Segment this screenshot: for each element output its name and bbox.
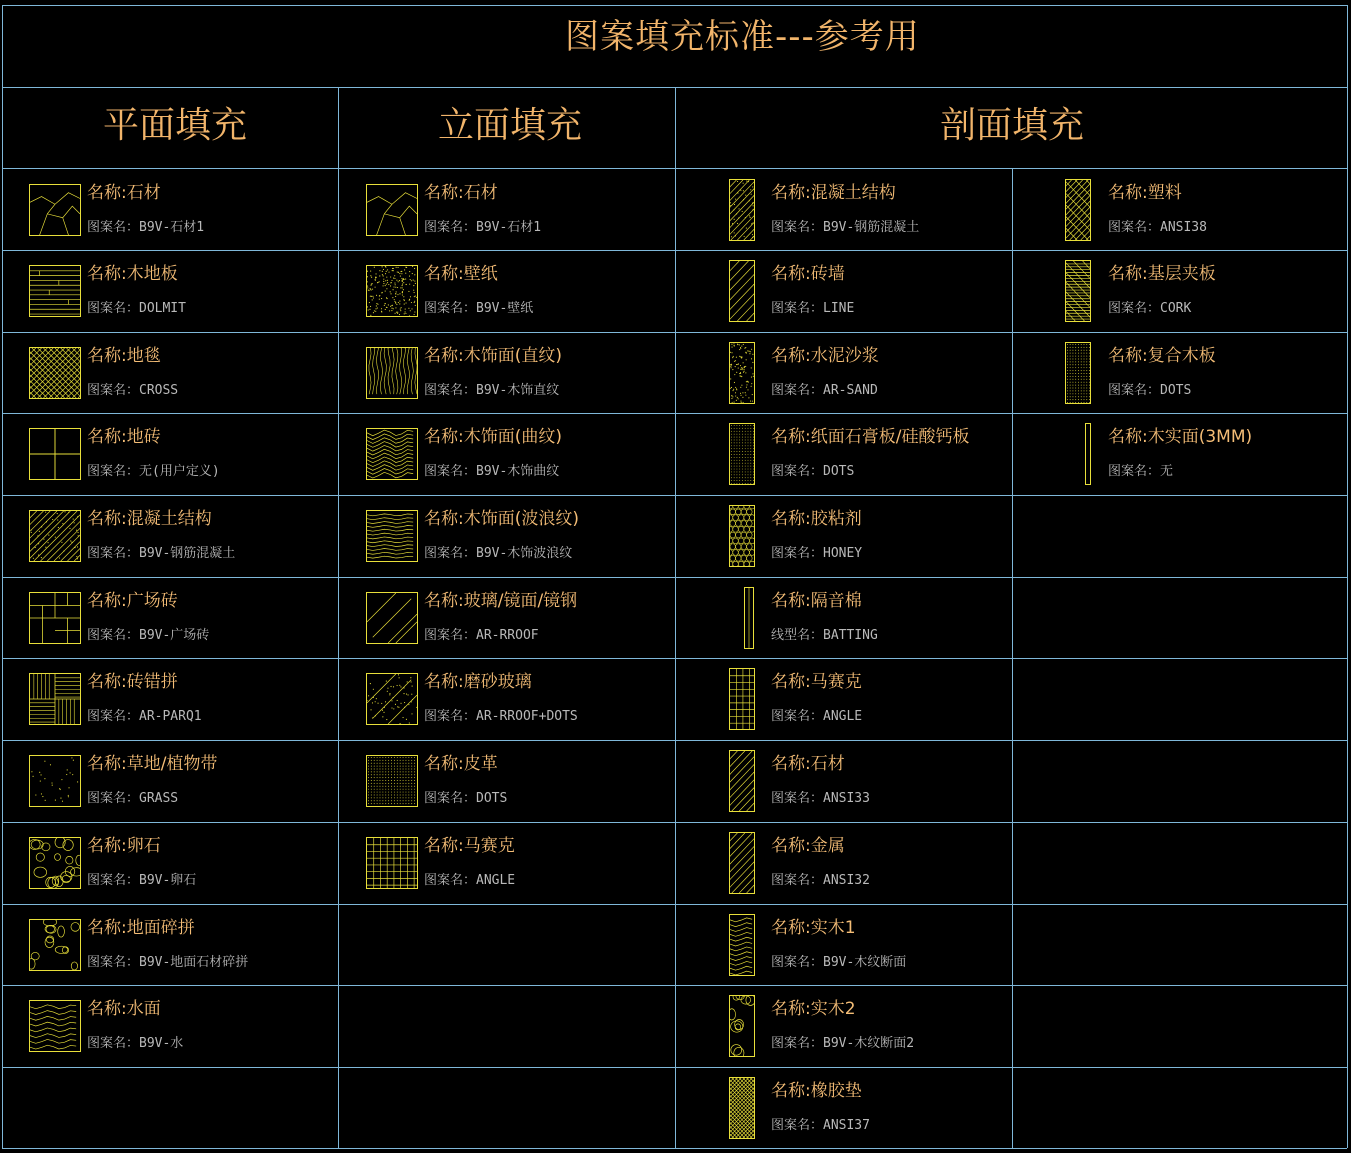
pebble-pattern-icon [29,837,81,889]
elevation-material-name: 名称:玻璃/镜面/镜钢 [424,591,578,611]
plan-material-name: 名称:草地/植物带 [87,754,218,774]
section-b-material-name: 名称:塑料 [1108,183,1182,203]
wood-section2-pattern-icon [729,995,755,1057]
section-b-material-name: 名称:基层夹板 [1108,264,1216,284]
wood-straight-grain-pattern-icon [366,347,418,399]
section-a-pattern-name: 图案名：ANSI33 [771,791,870,806]
section-b-material-name: 名称:复合木板 [1108,346,1216,366]
section-a-pattern-name: 线型名：BATTING [771,628,878,643]
wood-floor-pattern-icon [29,265,81,317]
floor-tile-pattern-icon [29,428,81,480]
wood-curved-grain-pattern-icon [366,428,418,480]
section-a-material-name: 名称:马赛克 [771,672,862,692]
elevation-pattern-name: 图案名：B9V-木饰波浪纹 [424,546,573,561]
plan-pattern-name: 图案名：无(用户定义) [87,464,220,479]
elevation-material-name: 名称:磨砂玻璃 [424,672,532,692]
section-a-material-name: 名称:砖墙 [771,264,845,284]
sheet-title: 图案填充标准---参考用 [565,17,920,57]
elevation-pattern-name: 图案名：B9V-石材1 [424,220,542,235]
elevation-pattern-name: 图案名：AR-RROOF [424,628,539,643]
header-elevation: 立面填充 [438,105,583,146]
plan-pattern-name: 图案名：B9V-水 [87,1036,184,1051]
plan-pattern-name: 图案名：GRASS [87,791,179,806]
elevation-material-name: 名称:木饰面(波浪纹) [424,509,579,529]
wood-section-pattern-icon [729,914,755,976]
section-b-pattern-name: 图案名：ANSI38 [1108,220,1207,235]
section-a-pattern-name: 图案名：B9V-木纹断面2 [771,1036,915,1051]
elevation-material-name: 名称:马赛克 [424,836,515,856]
elevation-material-name: 名称:石材 [424,183,498,203]
wallpaper-pattern-icon [366,265,418,317]
elevation-material-name: 名称:壁纸 [424,264,498,284]
parquet-pattern-icon [29,673,81,725]
grid-line-v [338,87,339,1148]
plaza-brick-pattern-icon [29,592,81,644]
section-a-material-name: 名称:胶粘剂 [771,509,862,529]
section-a-material-name: 名称:实木2 [771,999,856,1019]
water-pattern-icon [29,1000,81,1052]
plan-pattern-name: 图案名：DOLMIT [87,301,186,316]
section-a-pattern-name: 图案名：ANSI37 [771,1118,870,1133]
grid-line-h [2,1148,1347,1149]
section-a-pattern-name: 图案名：HONEY [771,546,863,561]
stone-pattern-icon [366,184,418,236]
section-a-pattern-name: 图案名：B9V-木纹断面 [771,955,907,970]
leather-dots-pattern-icon [366,755,418,807]
plan-material-name: 名称:地毯 [87,346,161,366]
grid-line-h [2,5,1347,6]
grid-line-v [1012,168,1013,1148]
crazy-paving-pattern-icon [29,919,81,971]
plan-material-name: 名称:水面 [87,999,161,1019]
section-a-pattern-name: 图案名：DOTS [771,464,855,479]
header-section: 剖面填充 [940,105,1085,146]
plan-material-name: 名称:砖错拼 [87,672,178,692]
elevation-pattern-name: 图案名：B9V-木饰直纹 [424,383,560,398]
section-a-material-name: 名称:纸面石膏板/硅酸钙板 [771,427,970,447]
brick-line-pattern-icon [729,260,755,322]
cork-pattern-icon [1065,260,1091,322]
section-a-material-name: 名称:橡胶垫 [771,1081,862,1101]
elevation-material-name: 名称:皮革 [424,754,498,774]
elevation-pattern-name: 图案名：B9V-木饰曲纹 [424,464,560,479]
plan-material-name: 名称:石材 [87,183,161,203]
wood-wave-grain-pattern-icon [366,510,418,562]
section-a-material-name: 名称:实木1 [771,918,856,938]
section-b-pattern-name: 图案名：DOTS [1108,383,1192,398]
grid-line-v [1347,5,1348,1148]
composite-board-pattern-icon [1065,342,1091,404]
elevation-pattern-name: 图案名：AR-RROOF+DOTS [424,709,578,724]
glass-pattern-icon [366,592,418,644]
section-a-material-name: 名称:混凝土结构 [771,183,896,203]
section-a-pattern-name: 图案名：AR-SAND [771,383,878,398]
honeycomb-pattern-icon [729,505,755,567]
ansi37-pattern-icon [729,1077,755,1139]
plan-pattern-name: 图案名：B9V-石材1 [87,220,205,235]
plan-pattern-name: 图案名：B9V-广场砖 [87,628,210,643]
elevation-pattern-name: 图案名：B9V-壁纸 [424,301,534,316]
plan-material-name: 名称:木地板 [87,264,178,284]
section-b-pattern-name: 图案名：CORK [1108,301,1192,316]
plan-pattern-name: 图案名：B9V-卵石 [87,873,197,888]
solid-wood-strip-pattern-icon [1085,423,1091,485]
plan-material-name: 名称:混凝土结构 [87,509,212,529]
elevation-pattern-name: 图案名：DOTS [424,791,508,806]
concrete-pattern-icon [29,510,81,562]
section-b-material-name: 名称:木实面(3MM) [1108,427,1253,447]
grid-line-v [675,87,676,1148]
gypsum-dots-pattern-icon [729,423,755,485]
section-b-pattern-name: 图案名：无 [1108,464,1174,479]
elevation-material-name: 名称:木饰面(直纹) [424,346,562,366]
mosaic-grid-pattern-icon [729,668,755,730]
section-a-pattern-name: 图案名：ANSI32 [771,873,870,888]
ansi38-pattern-icon [1065,179,1091,241]
plan-pattern-name: 图案名：B9V-钢筋混凝土 [87,546,236,561]
stone-pattern-icon [29,184,81,236]
section-a-pattern-name: 图案名：ANGLE [771,709,863,724]
plan-material-name: 名称:地砖 [87,427,161,447]
header-plan: 平面填充 [103,105,248,146]
section-a-material-name: 名称:石材 [771,754,845,774]
plan-material-name: 名称:卵石 [87,836,161,856]
mosaic-grid-pattern-icon [366,837,418,889]
grass-pattern-icon [29,755,81,807]
plan-material-name: 名称:地面碎拼 [87,918,195,938]
plan-pattern-name: 图案名：B9V-地面石材碎拼 [87,955,249,970]
sand-pattern-icon [729,342,755,404]
concrete-pattern-icon [729,179,755,241]
section-a-material-name: 名称:隔音棉 [771,591,862,611]
batting-pattern-icon [744,587,754,649]
carpet-cross-pattern-icon [29,347,81,399]
plan-pattern-name: 图案名：CROSS [87,383,179,398]
elevation-material-name: 名称:木饰面(曲纹) [424,427,562,447]
ansi33-pattern-icon [729,750,755,812]
section-a-material-name: 名称:水泥沙浆 [771,346,879,366]
plan-pattern-name: 图案名：AR-PARQ1 [87,709,202,724]
plan-material-name: 名称:广场砖 [87,591,178,611]
grid-line-v [2,5,3,1148]
section-a-material-name: 名称:金属 [771,836,845,856]
elevation-pattern-name: 图案名：ANGLE [424,873,516,888]
frosted-glass-pattern-icon [366,673,418,725]
section-a-pattern-name: 图案名：LINE [771,301,855,316]
ansi32-pattern-icon [729,832,755,894]
section-a-pattern-name: 图案名：B9V-钢筋混凝土 [771,220,920,235]
